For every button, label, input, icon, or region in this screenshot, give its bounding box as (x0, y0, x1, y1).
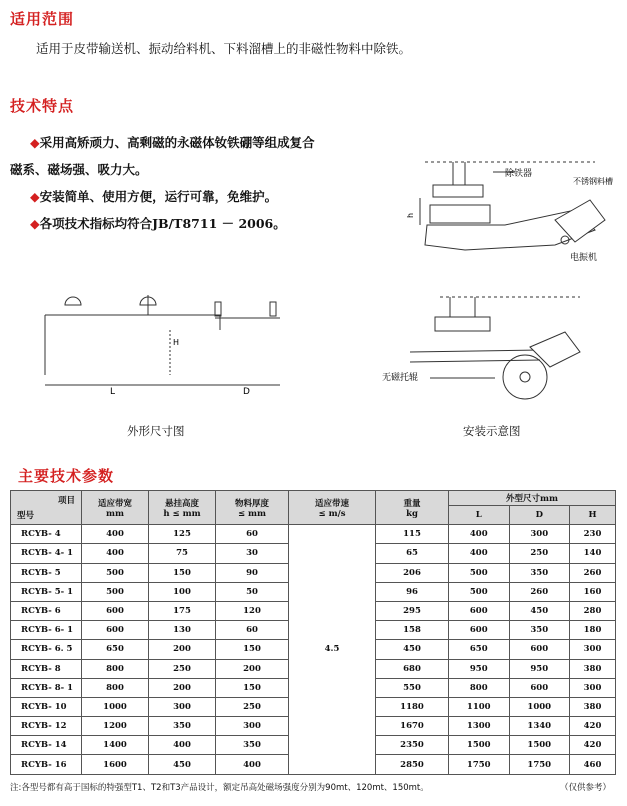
installation-diagram-roller (380, 292, 605, 412)
cell-H: 280 (570, 601, 616, 620)
bullet-diamond-icon: ◆ (30, 135, 40, 150)
cell-H: 460 (570, 755, 616, 774)
cell-t: 60 (216, 621, 289, 640)
cell-w: 115 (376, 525, 449, 544)
cell-H: 300 (570, 640, 616, 659)
cell-L: 500 (449, 582, 510, 601)
cell-D: 300 (509, 525, 570, 544)
cell-model: RCYB- 4- 1 (11, 544, 82, 563)
label-remover: 除铁器 (505, 169, 533, 179)
corner-header (11, 491, 82, 525)
cell-D: 350 (509, 563, 570, 582)
header-height: 悬挂高度 h ≤ mm (149, 491, 216, 525)
svg-text:h: h (406, 212, 415, 218)
cell-belt: 400 (82, 525, 149, 544)
cell-H: 380 (570, 659, 616, 678)
cell-t: 250 (216, 697, 289, 716)
label-chute: 不锈钢料槽 (573, 177, 613, 186)
feature-item-2 (30, 187, 277, 205)
cell-L: 800 (449, 678, 510, 697)
install-caption: 安装示意图 (463, 424, 521, 438)
cell-w: 295 (376, 601, 449, 620)
cell-h: 100 (149, 582, 216, 601)
cell-t: 400 (216, 755, 289, 774)
scope-title: 适用范围 (10, 10, 75, 28)
footnote: 注:各型号都有高于国标的特强型T1、T2和T3产品设计，额定吊高处磁场强度分别为90mt、120mt、150mt。 (10, 783, 429, 793)
label-motor: 电振机 (570, 253, 598, 263)
cell-w: 680 (376, 659, 449, 678)
cell-H: 420 (570, 736, 616, 755)
cell-D: 350 (509, 621, 570, 640)
cell-t: 150 (216, 678, 289, 697)
cell-w: 1180 (376, 697, 449, 716)
cell-h: 150 (149, 563, 216, 582)
cell-belt: 600 (82, 621, 149, 640)
params-title: 主要技术参数 (18, 467, 115, 485)
cell-H: 260 (570, 563, 616, 582)
cell-model: RCYB- 8- 1 (11, 678, 82, 697)
header-dims: 外型尺寸mm (449, 491, 616, 506)
header-weight: 重量 kg (376, 491, 449, 525)
cell-model: RCYB- 5 (11, 563, 82, 582)
dim-H: H (173, 338, 180, 347)
cell-model: RCYB- 6 (11, 601, 82, 620)
cell-model: RCYB- 12 (11, 717, 82, 736)
table-row (11, 525, 616, 544)
cell-h: 200 (149, 678, 216, 697)
cell-L: 1500 (449, 736, 510, 755)
corner-top: 项目 (57, 496, 75, 506)
outline-dimension-drawing (40, 290, 300, 410)
cell-w: 158 (376, 621, 449, 640)
bullet-diamond-icon: ◆ (30, 189, 40, 204)
cell-L: 500 (449, 563, 510, 582)
cell-belt: 800 (82, 678, 149, 697)
cell-t: 300 (216, 717, 289, 736)
cell-h: 75 (149, 544, 216, 563)
cell-H: 160 (570, 582, 616, 601)
cell-D: 1750 (509, 755, 570, 774)
cell-H: 380 (570, 697, 616, 716)
cell-h: 400 (149, 736, 216, 755)
cell-w: 2350 (376, 736, 449, 755)
cell-h: 250 (149, 659, 216, 678)
cell-belt: 1600 (82, 755, 149, 774)
cell-H: 140 (570, 544, 616, 563)
cell-L: 1750 (449, 755, 510, 774)
cell-D: 1000 (509, 697, 570, 716)
cell-belt: 800 (82, 659, 149, 678)
header-L: L (449, 506, 510, 525)
outline-caption: 外形尺寸图 (127, 424, 185, 438)
cell-w: 65 (376, 544, 449, 563)
cell-t: 150 (216, 640, 289, 659)
cell-t: 350 (216, 736, 289, 755)
cell-h: 130 (149, 621, 216, 640)
cell-belt: 400 (82, 544, 149, 563)
cell-model: RCYB- 6- 1 (11, 621, 82, 640)
cell-w: 2850 (376, 755, 449, 774)
cell-speed: 4.5 (289, 525, 376, 774)
cell-t: 30 (216, 544, 289, 563)
cell-h: 450 (149, 755, 216, 774)
feature-text-1: 采用高矫顽力、高剩磁的永磁体钕铁硼等组成复合 (39, 135, 315, 150)
cell-belt: 650 (82, 640, 149, 659)
installation-diagram-conveyor (405, 150, 620, 275)
cell-D: 1340 (509, 717, 570, 736)
cell-w: 550 (376, 678, 449, 697)
cell-D: 600 (509, 640, 570, 659)
cell-D: 450 (509, 601, 570, 620)
cell-h: 175 (149, 601, 216, 620)
cell-L: 1100 (449, 697, 510, 716)
cell-belt: 600 (82, 601, 149, 620)
feature-item-1 (30, 133, 315, 151)
dim-L: L (110, 387, 116, 397)
feature-text-3: 各项技术指标均符合JB/T8711 － 2006。 (39, 216, 286, 231)
cell-t: 90 (216, 563, 289, 582)
cell-L: 1300 (449, 717, 510, 736)
cell-model: RCYB- 16 (11, 755, 82, 774)
cell-model: RCYB- 6. 5 (11, 640, 82, 659)
cell-h: 300 (149, 697, 216, 716)
cell-H: 300 (570, 678, 616, 697)
cell-model: RCYB- 8 (11, 659, 82, 678)
cell-L: 400 (449, 525, 510, 544)
features-title: 技术特点 (10, 97, 75, 115)
cell-D: 950 (509, 659, 570, 678)
dim-D: D (243, 387, 250, 397)
cell-L: 600 (449, 621, 510, 640)
spec-table (10, 490, 616, 775)
cell-H: 420 (570, 717, 616, 736)
cell-t: 200 (216, 659, 289, 678)
cell-belt: 1200 (82, 717, 149, 736)
feature-item-3 (30, 214, 286, 232)
cell-h: 200 (149, 640, 216, 659)
cell-model: RCYB- 5- 1 (11, 582, 82, 601)
cell-t: 120 (216, 601, 289, 620)
header-D: D (509, 506, 570, 525)
feature-text-1-cont: 磁系、磁场强、吸力大。 (10, 162, 148, 177)
cell-h: 125 (149, 525, 216, 544)
cell-model: RCYB- 4 (11, 525, 82, 544)
cell-D: 250 (509, 544, 570, 563)
bullet-diamond-icon: ◆ (30, 216, 40, 231)
cell-h: 350 (149, 717, 216, 736)
cell-D: 600 (509, 678, 570, 697)
cell-t: 60 (216, 525, 289, 544)
header-belt: 适应带宽 mm (82, 491, 149, 525)
header-H: H (570, 506, 616, 525)
cell-belt: 1000 (82, 697, 149, 716)
cell-belt: 1400 (82, 736, 149, 755)
cell-model: RCYB- 10 (11, 697, 82, 716)
cell-belt: 500 (82, 582, 149, 601)
footnote-ref: （仅供参考） (560, 783, 612, 793)
feature-text-2: 安装简单、使用方便，运行可靠，免维护。 (39, 189, 278, 204)
cell-w: 96 (376, 582, 449, 601)
cell-L: 650 (449, 640, 510, 659)
cell-D: 1500 (509, 736, 570, 755)
header-speed: 适应带速 ≤ m/s (289, 491, 376, 525)
cell-L: 400 (449, 544, 510, 563)
scope-text: 适用于皮带输送机、振动给料机、下料溜槽上的非磁性物料中除铁。 (36, 41, 412, 56)
cell-L: 600 (449, 601, 510, 620)
cell-model: RCYB- 14 (11, 736, 82, 755)
cell-w: 450 (376, 640, 449, 659)
cell-belt: 500 (82, 563, 149, 582)
cell-H: 180 (570, 621, 616, 640)
cell-H: 230 (570, 525, 616, 544)
cell-t: 50 (216, 582, 289, 601)
cell-w: 1670 (376, 717, 449, 736)
cell-L: 950 (449, 659, 510, 678)
label-roller: 无磁托辊 (382, 373, 419, 383)
header-thickness: 物料厚度 ≤ mm (216, 491, 289, 525)
corner-bottom: 型号 (17, 511, 35, 522)
cell-w: 206 (376, 563, 449, 582)
cell-D: 260 (509, 582, 570, 601)
